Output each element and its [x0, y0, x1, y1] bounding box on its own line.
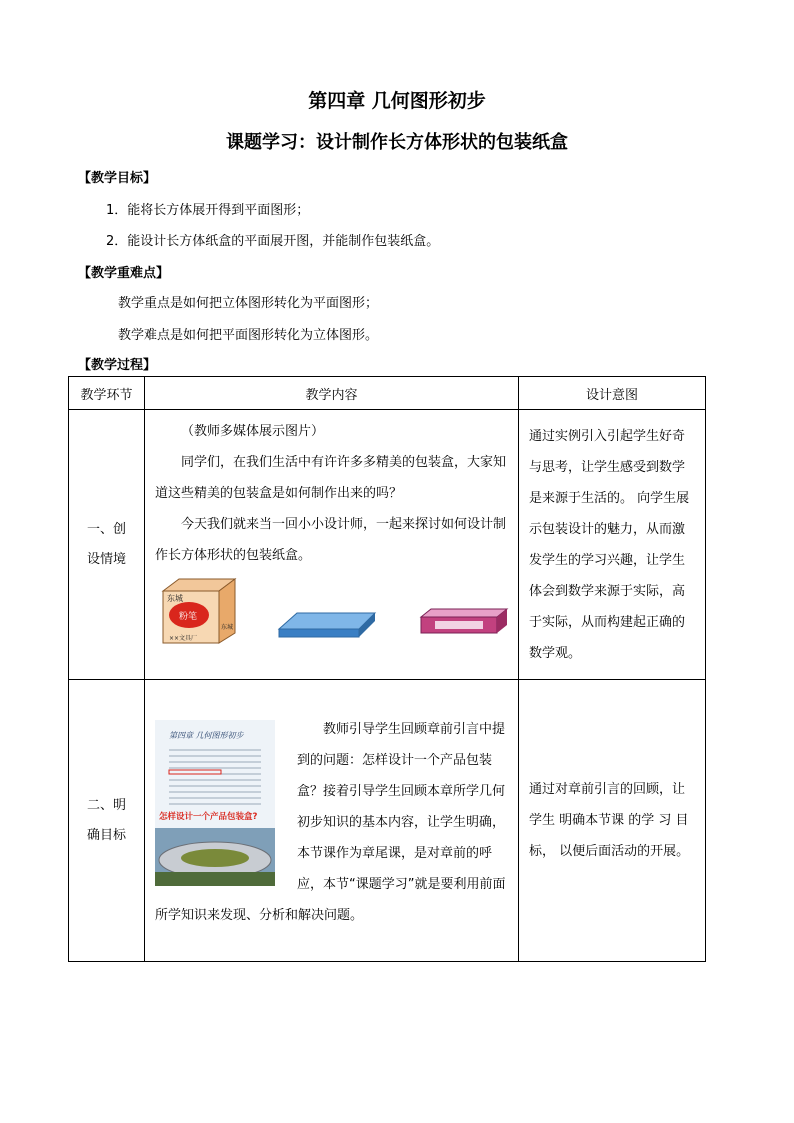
content-paragraph: 今天我们就来当一回小小设计师，一起来探讨如何设计制作长方体形状的包装纸盒。 [155, 517, 507, 563]
stage-cell [69, 680, 145, 962]
chapter-title: 第四章 几何图形初步 [308, 90, 486, 112]
content-paragraph: （教师多媒体展示图片） [181, 424, 325, 439]
table-row [69, 680, 706, 962]
textbook-title: 第四章 几何图形初步 [169, 731, 244, 740]
intent-cell [519, 410, 706, 680]
chalk-box-brand: 东城 [167, 594, 183, 603]
chalk-box-label: 粉笔 [179, 612, 198, 622]
stage-cell [69, 410, 145, 680]
content-paragraph: 教师引导学生回顾章前引言中提到的问题：怎样设计一个产品包装盒？接着引导学生回顾本章所学几何初步知识的基本内容，让学生明确，本节课作为章尾课，是对章前的呼应，本节“课题学习”就是要利用前面所学知识来发现、分析和解决问题。 [155, 722, 506, 923]
objective-item-2: 2．能设计长方体纸盒的平面展开图，并能制作包装纸盒。 [106, 234, 440, 249]
pink-long-box-image [421, 609, 507, 633]
table-header-row [69, 377, 706, 410]
objectives-heading: 【教学目标】 [78, 171, 157, 186]
content-cell [145, 410, 519, 680]
content-paragraph: 同学们，在我们生活中有许许多多精美的包装盒，大家知道这些精美的包装盒是如何制作出来的吗？ [155, 455, 507, 501]
key-points-heading: 【教学重难点】 [78, 266, 170, 281]
intent-text: 通过实例引入引起学生好奇与思考，让学生感受到数学是来源于生活的。 向学生展示包装设计的魅力，从而激发学生的学习兴趣，让学生体会到数学来源于实际，高于实际，从而构建起正确的数学观。 [529, 428, 690, 661]
packaging-images [155, 577, 510, 645]
intent-text: 通过对章前引言的回顾，让学生 明确本节课 的学 习 目标， 以便后面活动的开展。 [529, 782, 690, 859]
column-header: 教学内容 [145, 377, 519, 410]
column-header: 设计意图 [519, 377, 706, 410]
blue-flat-box-image [279, 613, 375, 637]
key-point-item-1: 教学重点是如何把立体图形转化为平面图形； [118, 296, 379, 311]
chalk-box-maker: ××文具厂 [169, 635, 198, 642]
packaging-boxes-illustration [155, 577, 515, 645]
process-table [68, 376, 706, 962]
stage-label: 二、明确目标 [86, 797, 126, 843]
column-header: 教学环节 [69, 377, 145, 410]
chalk-box-side: 东城 [221, 624, 234, 631]
stage-label: 一、创设情境 [86, 521, 126, 567]
textbook-question: 怎样设计一个产品包装盒? [159, 812, 258, 822]
objective-item-1: 1．能将长方体展开得到平面图形； [106, 203, 310, 218]
textbook-page-image [155, 720, 275, 886]
key-point-item-2: 教学难点是如何把平面图形转化为立体图形。 [118, 328, 379, 343]
process-heading: 【教学过程】 [78, 358, 157, 373]
lesson-title: 课题学习：设计制作长方体形状的包装纸盒 [226, 132, 568, 153]
table-row [69, 410, 706, 680]
chalk-box-image [163, 579, 235, 643]
content-cell [145, 680, 519, 962]
intent-cell [519, 680, 706, 962]
textbook-illustration [155, 720, 275, 886]
